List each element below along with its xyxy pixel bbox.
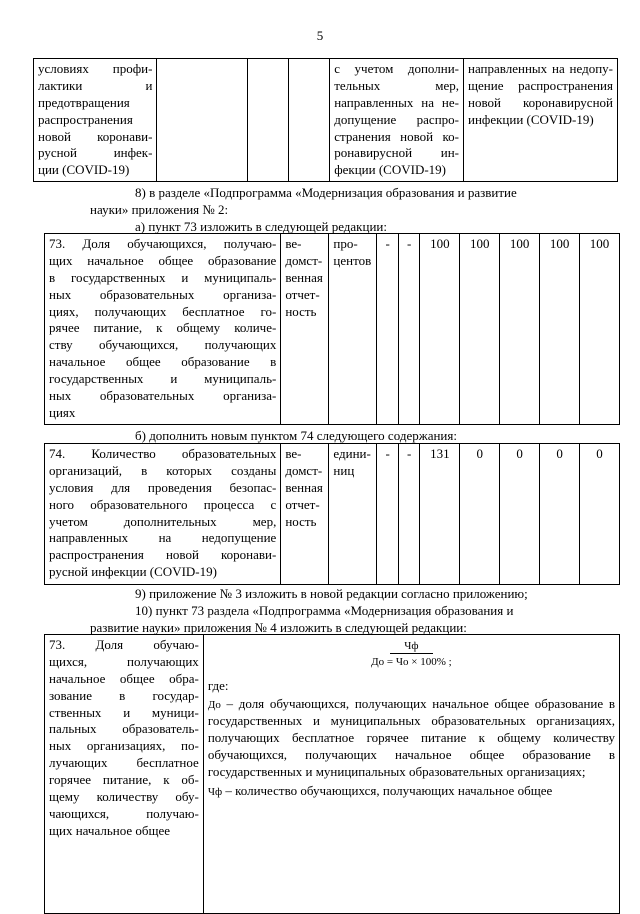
cell-line: домст- — [285, 462, 323, 478]
formula-numerator: Чф — [390, 639, 432, 654]
cell-indicator-name — [34, 59, 157, 182]
cell-unit — [329, 234, 377, 425]
cell-line: инфекции (COVID-19) — [468, 111, 594, 127]
cell-value: 100 — [540, 234, 580, 425]
table-formula — [44, 634, 620, 914]
cell-line: ных организациях, по- — [49, 738, 199, 754]
cell-empty — [247, 59, 288, 182]
symbol-do: До — [207, 699, 221, 712]
cell-line: горячее питание, к об- — [49, 772, 199, 788]
cell-source — [281, 444, 329, 585]
cell-line: щение распространения — [468, 77, 613, 93]
cell-text-lines — [468, 61, 613, 129]
cell-line: щих начальное общее — [49, 822, 171, 838]
cell-line: новой коронавирусной — [468, 94, 613, 110]
symbol-chf: Чф — [207, 785, 223, 798]
cell-line: государственных и муниципаль- — [49, 371, 277, 387]
definition-chf — [208, 783, 615, 800]
cell-line: ность — [285, 513, 317, 529]
cell-line: лучающих бесплатное — [49, 755, 199, 771]
cell-indicator-name — [45, 234, 281, 425]
cell-indicator-name — [45, 444, 281, 585]
cell-line: зование в государ- — [49, 687, 199, 703]
cell-line: распространения — [38, 111, 133, 127]
cell-line: ного образовательного процесса с — [49, 496, 277, 512]
paragraph-8-line1: 8) в разделе «Подпрограмма «Модернизация образования и развитие — [135, 185, 517, 200]
cell-line: ниц — [333, 462, 355, 478]
cell-empty — [157, 59, 247, 182]
cell-line: рячее питание, к общему количе- — [49, 320, 277, 336]
cell-source — [281, 234, 329, 425]
cell-line: циях — [49, 404, 76, 420]
paragraph-b: б) дополнить новым пунктом 74 следующего содержания: — [135, 428, 457, 443]
table-row-74 — [44, 443, 620, 585]
paragraph-a: а) пункт 73 изложить в следующей редакции: — [135, 219, 387, 234]
cell-line: ве- — [285, 236, 302, 251]
paragraph-10-line1: 10) пункт 73 раздела «Подпрограмма «Модернизация образования и — [135, 603, 514, 618]
cell-dash: - — [398, 444, 419, 585]
paragraph-10-line2: развитие науки» приложения № 4 изложить в следующей редакции: — [90, 620, 467, 635]
cell-line: организаций, в которых созданы — [49, 462, 277, 478]
cell-line: условиях профи- — [38, 61, 153, 76]
formula — [208, 639, 615, 670]
cell-line: отчет- — [285, 286, 320, 302]
cell-line: 74. Количество образовательных — [49, 446, 277, 461]
cell-line: распространения новой коронави- — [49, 547, 277, 563]
cell-line: начальное общее обра- — [49, 670, 199, 686]
cell-value: 0 — [500, 444, 540, 585]
paragraph-9: 9) приложение № 3 изложить в новой редакции согласно приложению; — [135, 586, 528, 601]
cell-text-lines — [333, 236, 372, 270]
cell-text-lines — [285, 446, 324, 530]
cell-line: ность — [285, 303, 317, 319]
cell-line: центов — [333, 252, 372, 268]
cell-text-lines — [49, 446, 276, 581]
table-row-73 — [44, 233, 620, 425]
cell-line: венная — [285, 479, 323, 495]
cell-dash: - — [377, 444, 398, 585]
cell-value: 100 — [420, 234, 460, 425]
cell-indicator-name — [45, 635, 204, 914]
cell-value: 0 — [540, 444, 580, 585]
cell-dash: - — [377, 234, 398, 425]
cell-text-lines — [49, 236, 276, 422]
cell-line: ству обучающихся, получающих — [49, 337, 277, 353]
cell-result-2 — [464, 59, 618, 182]
cell-line: учетом дополнительных мер, — [49, 513, 277, 529]
cell-dash: - — [398, 234, 419, 425]
cell-line: предотвращения — [38, 94, 130, 110]
cell-line: чающихся, получаю- — [49, 805, 199, 821]
cell-line: пальных образователь- — [49, 721, 199, 737]
definition-do-text: – доля обучающихся, получающих начальное общее образование в государственных и муниципальных образовательных организациях, получающих бесплатное горячее питание к общему количеству обучающихся, получающих начальное общее образование в государственных и муниципальных образовательных организациях; — [207, 696, 616, 780]
cell-text-lines — [49, 637, 199, 840]
cell-line: тельных мер, — [334, 77, 459, 93]
cell-line: ственных и муници- — [49, 704, 199, 720]
cell-line: русной инфекции (COVID-19) — [49, 564, 217, 580]
cell-value: 131 — [420, 444, 460, 585]
cell-line: новой коронави- — [38, 128, 153, 144]
cell-line: русной инфек- — [38, 145, 153, 161]
cell-line: фекции (COVID-19) — [334, 162, 447, 178]
cell-text-lines — [334, 61, 459, 179]
cell-text-lines — [38, 61, 152, 179]
cell-unit — [329, 444, 377, 585]
cell-value: 100 — [580, 234, 620, 425]
cell-line: циях, получающих бесплатное го- — [49, 303, 277, 319]
cell-line: венная — [285, 269, 323, 285]
formula-denominator: До = Чо × 100% ; — [371, 656, 452, 669]
definition-do — [208, 696, 615, 780]
cell-line: ции (COVID-19) — [38, 162, 130, 178]
cell-line: направленных на недопущение — [49, 530, 277, 546]
cell-line: странения новой ко- — [334, 128, 459, 144]
page-number: 5 — [316, 28, 324, 43]
cell-line: в государственных и муниципаль- — [49, 269, 277, 285]
cell-line: ных образовательных организа- — [49, 286, 277, 302]
cell-line: лактики и — [38, 77, 153, 93]
cell-text-lines — [333, 446, 372, 480]
cell-line: щему количеству обу- — [49, 789, 199, 805]
cell-line: ве- — [285, 446, 302, 461]
cell-line: отчет- — [285, 496, 320, 512]
table-continuation — [33, 58, 618, 182]
cell-value: 0 — [580, 444, 620, 585]
cell-line: домст- — [285, 252, 323, 268]
definition-chf-text: – количество обучающихся, получающих начальное общее — [225, 782, 553, 798]
cell-line: про- — [333, 236, 358, 251]
cell-line: направленных на недопу- — [468, 61, 613, 76]
cell-line: допущение распро- — [334, 111, 459, 127]
cell-result — [330, 59, 464, 182]
cell-line: едини- — [333, 446, 371, 461]
cell-line: ронавирусной ин- — [334, 145, 459, 161]
cell-value: 100 — [460, 234, 500, 425]
cell-value: 0 — [460, 444, 500, 585]
cell-line: щих начальное общее образование — [49, 252, 277, 268]
cell-line: направленных на не- — [334, 94, 459, 110]
where-label: где: — [207, 677, 229, 693]
cell-value: 100 — [500, 234, 540, 425]
cell-line: 73. Доля обучаю- — [49, 637, 199, 652]
cell-line: начальное общее образование в — [49, 354, 277, 370]
cell-line: 73. Доля обучающихся, получаю- — [49, 236, 277, 251]
paragraph-8-line2: науки» приложения № 2: — [90, 202, 229, 217]
cell-text-lines — [285, 236, 324, 320]
cell-line: щихся, получающих — [49, 653, 199, 669]
cell-formula — [203, 635, 619, 914]
cell-empty — [289, 59, 330, 182]
cell-line: ных образовательных организа- — [49, 388, 277, 404]
cell-line: с учетом дополни- — [334, 61, 459, 76]
cell-line: условия для проведения безопас- — [49, 479, 277, 495]
